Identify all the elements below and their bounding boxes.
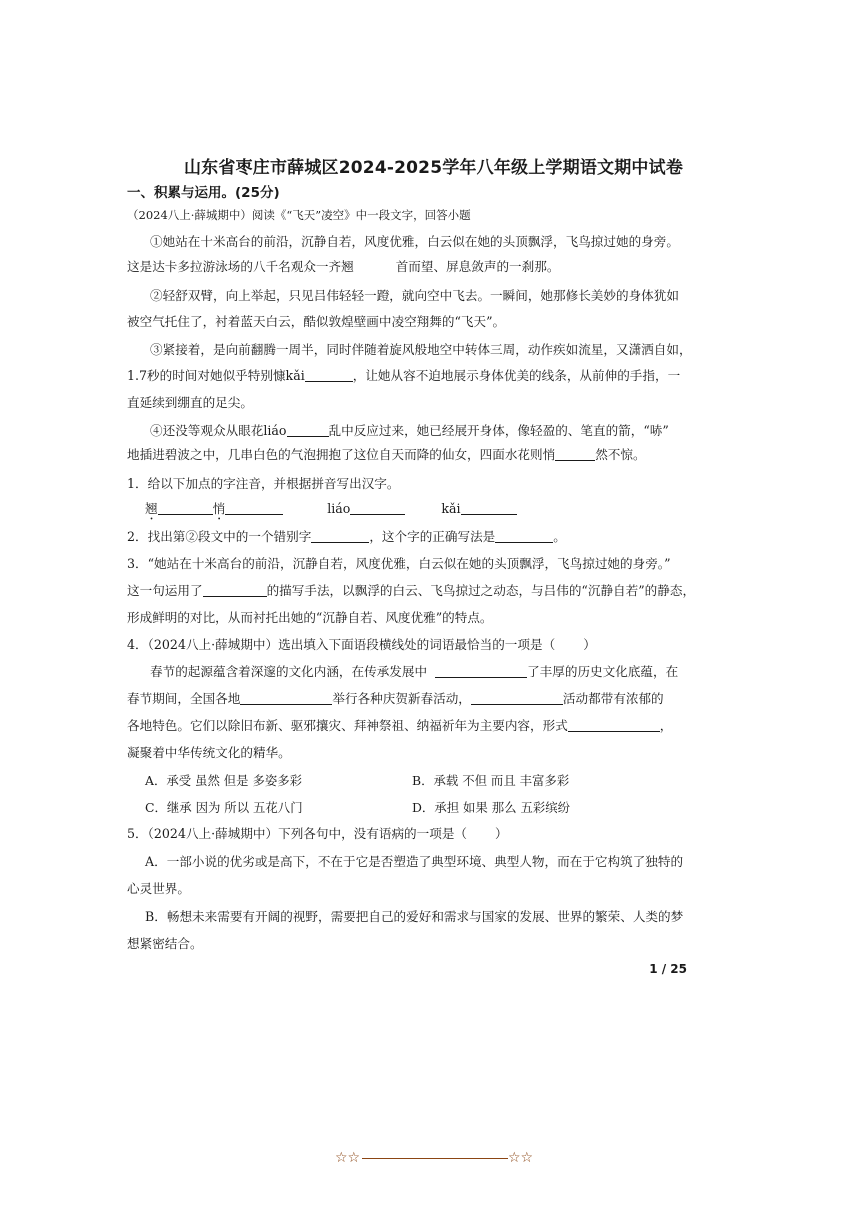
question-3: 3．“她站在十米高台的前沿，沉静自若，风度优雅，白云似在她的头顶飘浮，飞鸟掠过她的身旁。” [127,556,671,571]
question-2: 2．找出第②段文中的一个错别字 ，这个字的正确写法是 。 [127,529,566,544]
passage-paragraph-2-cont: 被空气托住了，衬着蓝天白云，酷似敦煌壁画中凌空翔舞的“飞天”。 [127,314,506,329]
question-5: 5．（2024八上·薛城期中）下列各句中，没有语病的一项是（ ） [127,826,508,841]
answer-blank[interactable] [225,501,283,515]
option-d[interactable]: D．承担 如果 那么 五彩缤纷 [412,800,571,815]
passage-paragraph-4-cont: 地插进碧波之中，几串白色的气泡拥抱了这位自天而降的仙女，四面水花则悄 然不惊。 [127,447,646,462]
passage-paragraph-3-end: 直延续到绷直的足尖。 [127,395,253,410]
question-5-option-a[interactable]: A．一部小说的优劣或是高下，不在于它是否塑造了典型环境、典型人物，而在于它构筑了独特的 [145,854,684,869]
answer-blank[interactable] [471,691,563,705]
question-1-answers: 翘 悄 liáo kǎi [145,500,705,523]
answer-blank[interactable] [311,529,369,543]
answer-blank[interactable] [495,529,553,543]
star-icon: ☆☆ [335,1150,361,1166]
passage-paragraph-3: ③紧接着，是向前翻腾一周半，同时伴随着旋风般地空中转体三周，动作疾如流星，又潇洒自如， [150,342,692,357]
reading-intro: （2024八上·薛城期中）阅读《“飞天”凌空》中一段文字，回答小题 [127,208,471,222]
answer-blank[interactable] [555,447,595,461]
answer-blank[interactable] [158,501,213,515]
option-a[interactable]: A．承受 虽然 但是 多姿多彩 [145,773,303,788]
question-1: 1．给以下加点的字注音，并根据拼音写出汉字。 [127,476,400,491]
passage-paragraph-1: ①她站在十米高台的前沿，沉静自若，风度优雅，白云似在她的头顶飘浮，飞鸟掠过她的身旁。 [150,234,679,249]
answer-blank[interactable] [240,691,332,705]
passage-paragraph-4: ④还没等观众从眼花liáo 乱中反应过来，她已经展开身体，像轻盈的、笔直的箭，“哧” [150,423,669,438]
section-heading: 一、积累与运用。(25分) [127,185,280,201]
star-icon: ☆☆ [508,1150,534,1166]
question-3-cont: 这一句运用了 的描写手法，以飘浮的白云、飞鸟掠过之动态，与吕伟的“沉静自若”的静态， [127,583,696,598]
question-4-passage-1: 春节的起源蕴含着深邃的文化内涵，在传承发展中 了丰厚的历史文化底蕴，在 [150,664,679,679]
answer-blank[interactable] [203,583,267,597]
page-number: 1 / 25 [649,962,687,976]
document-title: 山东省枣庄市薛城区2024-2025学年八年级上学期语文期中试卷 [183,158,684,178]
option-c[interactable]: C．继承 因为 所以 五花八门 [145,800,303,815]
answer-blank[interactable] [350,501,405,515]
answer-blank[interactable] [568,718,660,732]
question-5-option-a-cont: 心灵世界。 [127,881,190,896]
question-5-option-b-cont: 想紧密结合。 [127,936,203,951]
answer-blank[interactable] [305,368,353,382]
answer-blank[interactable] [287,423,329,437]
question-5-option-b[interactable]: B．畅想未来需要有开阔的视野，需要把自己的爱好和需求与国家的发展、世界的繁荣、人类的梦 [145,909,684,924]
passage-paragraph-1-cont: 这是达卡多拉游泳场的八千名观众一齐翘 首而望、屏息敛声的一刹那。 [127,259,560,274]
question-4: 4．（2024八上·薛城期中）选出填入下面语段横线处的词语最恰当的一项是（ ） [127,637,596,652]
question-4-passage-2: 春节期间，全国各地 举行各种庆贺新春活动， 活动都带有浓郁的 [127,691,664,706]
passage-paragraph-3-cont: 1.7秒的时间对她似乎特别慷kǎi ，让她从容不迫地展示身体优美的线条，从前伸的手指，一 [127,368,681,383]
footer-ornament [335,1148,535,1168]
answer-blank[interactable] [435,664,527,678]
question-3-end: 形成鲜明的对比，从而衬托出她的“沉静自若、风度优雅”的特点。 [127,610,493,625]
question-4-passage-4: 凝聚着中华传统文化的精华。 [127,745,291,760]
divider [362,1158,508,1159]
answer-blank[interactable] [461,501,517,515]
question-4-passage-3: 各地特色。它们以除旧布新、驱邪攘灾、拜神祭祖、纳福祈年为主要内容，形式 ， [127,718,673,733]
passage-paragraph-2: ②轻舒双臂，向上举起，只见吕伟轻轻一蹬，就向空中飞去。一瞬间，她那修长美妙的身体犹如 [150,288,679,303]
option-b[interactable]: B．承载 不但 而且 丰富多彩 [412,773,570,788]
